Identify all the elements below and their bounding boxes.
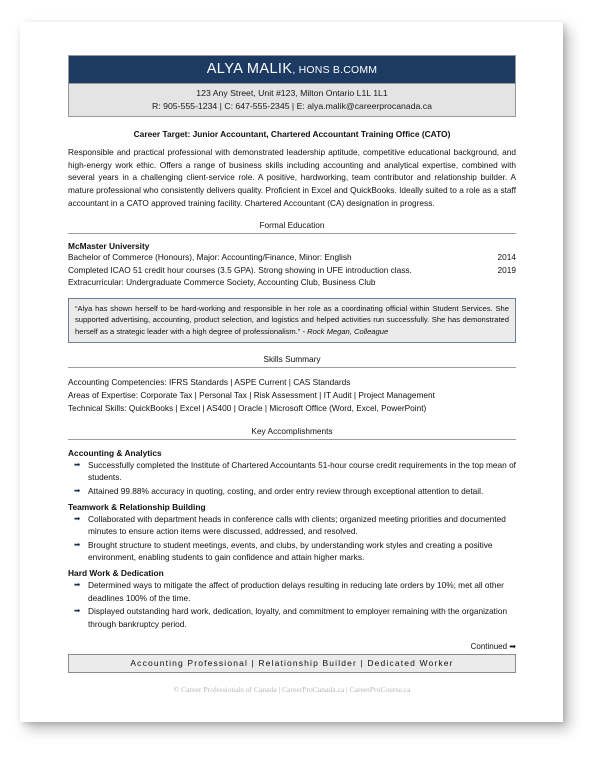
resume-content — [68, 55, 516, 694]
section-heading-education: Formal Education — [68, 220, 516, 234]
arrow-bullet-icon: ➡ — [74, 459, 81, 469]
accomplishment-bullet — [68, 579, 516, 604]
education-block — [68, 241, 516, 288]
profile-paragraph: Responsible and practical professional with demonstrated leadership aptitude, competitive educational background, and high-energy work ethic. Offers a range of business skills including accounting and analytical expertise, combined with several years in a challenging client-service role. A positive, hardworking, team contributor and relationship builder. A mature professional who consistently delivers quality. Proficient in Excel and QuickBooks. Ideally suited to a role as a staff accountant in a CATO approved training facility. Chartered Accountant (CA) designation in progress. — [68, 147, 516, 208]
testimonial-box — [68, 298, 516, 344]
accomplishment-text: Successfully completed the Institute of Chartered Accountants 51-hour course credit requirements in the top mean of students. — [88, 459, 516, 483]
accomplishment-text: Attained 99.88% accuracy in quoting, costing, and order entry review through exceptional attention to detail. — [88, 485, 484, 496]
education-year: 2014 — [497, 252, 516, 263]
skills-line: Accounting Competencies: IFRS Standards | ASPE Current | CAS Standards — [68, 377, 351, 388]
footer-tagline-bar: Accounting Professional | Relationship Builder | Dedicated Worker — [68, 654, 516, 673]
skills-block — [68, 376, 516, 415]
accomplishment-text: Collaborated with department heads in conference calls with clients; organized meeting priorities and documented minutes to ensure action items were discussed, addressed, and resolved. — [88, 513, 506, 537]
accomplishment-bullet — [68, 539, 516, 564]
resume-header-name-bar — [68, 55, 516, 84]
accomplishment-bullet — [68, 605, 516, 630]
footer-copyright: © Career Professionals of Canada | CareerProCanada.ca | CareerProCourse.ca — [173, 685, 411, 695]
accomplishments-block — [68, 448, 516, 631]
skills-line: Areas of Expertise: Corporate Tax | Personal Tax | Risk Assessment | IT Audit | Project Management — [68, 390, 435, 401]
accomplishment-group-title: Teamwork & Relationship Building — [68, 501, 206, 512]
resume-header-contact-bar — [68, 84, 516, 117]
section-heading-accomplishments: Key Accomplishments — [68, 426, 516, 440]
accomplishment-bullet — [68, 485, 516, 498]
accomplishment-bullet — [68, 513, 516, 538]
arrow-bullet-icon: ➡ — [74, 485, 81, 495]
continued-marker: Continued ➡ — [470, 642, 516, 652]
candidate-name: ALYA MALIK — [206, 61, 293, 77]
accomplishment-text: Determined ways to mitigate the affect of production delays resulting in reducing late orders by 10%; met all other deadlines 100% of the time. — [88, 580, 504, 603]
education-year: 2019 — [497, 264, 516, 275]
candidate-address: 123 Any Street, Unit #123, Milton Ontario L1L 1L1 — [196, 88, 388, 98]
arrow-bullet-icon: ➡ — [74, 606, 81, 616]
education-degree-text: Completed ICAO 51 credit hour courses (3.5 GPA). Strong showing in UFE introduction class. — [68, 264, 412, 275]
education-row — [68, 251, 516, 263]
resume-page — [20, 22, 563, 722]
candidate-credentials: , HONS B.COMM — [292, 64, 378, 76]
testimonial-quote: “Alya has shown herself to be hard-working and responsible in her role as a coordinating official within Student Services. She supported advertising, accounting, product selection, and logistics and helped activities run successfully. She has demonstrated herself as a strategic leader with a high degree of professionalism.” — [75, 303, 509, 336]
education-row — [68, 264, 516, 276]
section-heading-skills: Skills Summary — [68, 354, 516, 368]
accomplishment-text: Displayed outstanding hard work, dedication, loyalty, and commitment to employer remaining with the organization through bankruptcy period. — [88, 606, 508, 629]
arrow-bullet-icon: ➡ — [74, 539, 81, 549]
career-target-line: Career Target: Junior Accountant, Chartered Accountant Training Office (CATO) — [133, 129, 451, 140]
testimonial-attribution: - Rock Megan, Colleague — [300, 326, 389, 336]
skills-line: Technical Skills: QuickBooks | Excel | AS400 | Oracle | Microsoft Office (Word, Excel, PowerPoint) — [68, 402, 427, 413]
education-school-name: McMaster University — [68, 241, 150, 252]
accomplishment-text: Brought structure to student meetings, events, and clubs, by understanding work styles and creating a positive environment, enabling students to gain confidence and attain higher marks. — [88, 539, 493, 563]
education-degree-text: Bachelor of Commerce (Honours), Major: Accounting/Finance, Minor: English — [68, 252, 352, 263]
education-extracurricular: Extracurricular: Undergraduate Commerce Society, Accounting Club, Business Club — [68, 277, 376, 288]
accomplishment-group-title: Hard Work & Dedication — [68, 568, 164, 579]
arrow-bullet-icon: ➡ — [74, 580, 81, 590]
candidate-contact-line: R: 905-555-1234 | C: 647-555-2345 | E: alya.malik@careerprocanada.ca — [152, 100, 432, 111]
accomplishment-bullet — [68, 459, 516, 484]
accomplishment-group-title: Accounting & Analytics — [68, 447, 162, 458]
arrow-bullet-icon: ➡ — [74, 513, 81, 523]
